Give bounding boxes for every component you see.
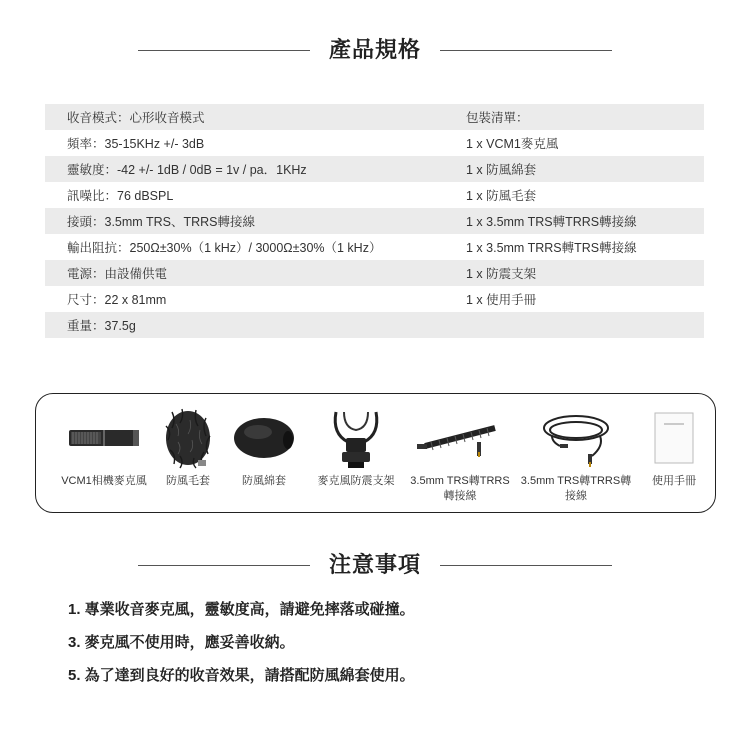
spec-cell: 重量：37.5g: [67, 319, 136, 333]
spec-cell: 頻率：35-15KHz +/- 3dB: [67, 137, 205, 151]
spec-table: [45, 104, 704, 338]
notes-section-heading: [0, 545, 749, 585]
spec-cell: 收音模式：心形收音模式: [67, 111, 205, 125]
package-cell: 包裝清單：: [466, 111, 529, 125]
accessories-panel: [35, 393, 716, 513]
spec-cell: 訊噪比：76 dBSPL: [67, 189, 174, 203]
accessory-label: VCM1相機麥克風: [61, 475, 147, 487]
coiled-cable-icon: [408, 404, 512, 472]
spec-row: [45, 156, 704, 182]
package-cell: 1 x 防震支架: [466, 267, 537, 281]
cable-icon: [518, 404, 634, 472]
spec-cell: 接頭：3.5mm TRS、TRRS轉接線: [67, 215, 255, 229]
heading-divider-left: [138, 50, 310, 51]
note-item: 1. 專業收音麥克風，靈敏度高，請避免摔落或碰撞。: [68, 601, 415, 618]
spec-row: [45, 130, 704, 156]
package-cell: 1 x 3.5mm TRS轉TRRS轉接線: [466, 215, 637, 229]
note-item: 3. 麥克風不使用時，應妥善收納。: [68, 634, 295, 651]
spec-section-heading: [0, 30, 749, 70]
accessory-label: 3.5mm TRS轉TRRS轉接線: [520, 475, 632, 502]
spec-row: [45, 208, 704, 234]
spec-cell: 電源：由設備供電: [67, 267, 168, 281]
notes-list: [68, 598, 415, 697]
heading-divider-left: [138, 565, 310, 566]
package-cell: 1 x VCM1麥克風: [466, 137, 559, 151]
package-cell: 1 x 使用手冊: [466, 293, 537, 307]
spec-row: [45, 286, 704, 312]
spec-cell: 尺寸：22 x 81mm: [67, 293, 167, 307]
foam-windscreen-icon: [228, 404, 300, 472]
accessory-item: [306, 394, 406, 512]
shock-mount-icon: [306, 404, 406, 472]
accessory-label: 麥克風防震支架: [317, 475, 395, 487]
accessory-item: [408, 394, 512, 512]
microphone-icon: [48, 404, 160, 472]
package-cell: 1 x 防風綿套: [466, 163, 537, 177]
spec-cell: 輸出阻抗：250Ω±30%（1 kHz）/ 3000Ω±30%（1 kHz）: [67, 241, 382, 255]
accessory-item: [228, 394, 300, 512]
accessory-label: 3.5mm TRS轉TRRS轉接線: [410, 475, 510, 502]
manual-icon: [639, 404, 709, 472]
fur-windscreen-icon: [158, 404, 218, 472]
accessory-label: 防風綿套: [242, 475, 286, 487]
accessory-label: 使用手冊: [652, 475, 696, 487]
spec-row: [45, 234, 704, 260]
spec-cell: 靈敏度：-42 +/- 1dB / 0dB = 1v / pa．1KHz: [67, 163, 307, 177]
note-item: 5. 為了達到良好的收音效果，請搭配防風綿套使用。: [68, 667, 415, 684]
heading-divider-right: [440, 50, 612, 51]
spec-row: [45, 312, 704, 338]
accessory-item: [48, 394, 160, 512]
notes-section-title: 注意事項: [328, 552, 421, 577]
accessory-label: 防風毛套: [166, 475, 210, 487]
spec-row: [45, 104, 704, 130]
package-cell: 1 x 3.5mm TRRS轉TRS轉接線: [466, 241, 637, 255]
spec-row: [45, 182, 704, 208]
package-cell: 1 x 防風毛套: [466, 189, 537, 203]
accessory-item: [158, 394, 218, 512]
accessory-item: [518, 394, 634, 512]
heading-divider-right: [440, 565, 612, 566]
spec-section-title: 產品規格: [328, 37, 421, 62]
spec-row: [45, 260, 704, 286]
accessory-item: [639, 394, 709, 512]
